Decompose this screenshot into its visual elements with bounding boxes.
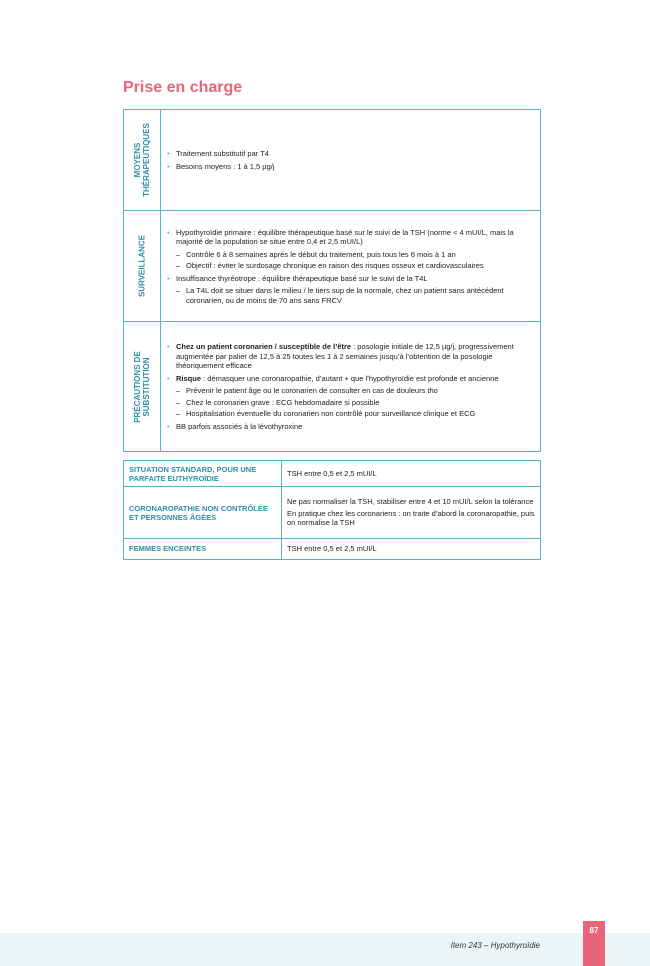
situation-label: SITUATION STANDARD, POUR UNE PARFAITE EUTHYROÏDIE — [124, 461, 282, 487]
situation-value: TSH entre 0,5 et 2,5 mUI/L — [282, 539, 541, 560]
page-number: 87 — [583, 921, 605, 966]
table-row — [124, 211, 541, 322]
list-item: • Risque : démasquer une coronaropathie, d’autant + que l’hypothyroïdie est profonde et ancienne — [166, 374, 537, 384]
table-row — [124, 539, 541, 560]
situation-label: FEMMES ENCEINTES — [124, 539, 282, 560]
page-footer — [0, 933, 650, 966]
row-label: SURVEILLANCE — [137, 234, 147, 298]
sub-list-item: – Chez le coronarien grave : ECG hebdomadaire si possible — [166, 398, 537, 408]
sub-list-item: – Contrôle 6 à 8 semaines après le début du traitement, puis tous les 6 mois à 1 an — [166, 250, 537, 260]
row-label-cell — [124, 322, 161, 452]
sub-list-item: – Objectif : éviter le surdosage chronique en raison des risques osseux et cardiovasculaires — [166, 261, 537, 271]
sub-list-item: – Prévenir le patient âge ou le coronarien de consulter en cas de douleurs tho — [166, 386, 537, 396]
sub-list-item: – La T4L doit se situer dans le milieu / le tiers sup de la normale, chez un patient sans antécédent coronarien, ou de moins de 70 ans sans FRCV — [166, 286, 537, 305]
row-label-cell — [124, 211, 161, 322]
sub-list-item: – Hospitalisation éventuelle du coronarien non contrôlé pour surveillance clinique et ECG — [166, 409, 537, 419]
row-content — [161, 322, 541, 452]
list-item: • Traitement substitutif par T4 — [166, 149, 537, 159]
row-label: PRÉCAUTIONS DE SUBSTITUTION — [133, 350, 151, 423]
situation-value: TSH entre 0,5 et 2,5 mUI/L — [282, 461, 541, 487]
page-title: Prise en charge — [123, 79, 243, 96]
table-row — [124, 461, 541, 487]
situations-table — [123, 460, 541, 560]
row-label: MOYENS THÉRAPEUTIQUES — [133, 123, 151, 197]
situation-label: CORONAROPATHIE NON CONTRÔLÉE ET PERSONNES ÂGÉES — [124, 487, 282, 539]
row-label-cell — [124, 110, 161, 211]
management-table — [123, 109, 541, 452]
table-row — [124, 487, 541, 539]
list-item: • Chez un patient coronarien / susceptible de l’être : posologie initiale de 12,5 µg/j, progressivement augmentée par palier de 12,5 à 25 toutes les 1 à 2 semaines jusqu’à l’obtention de la posologie théoriquement efficace — [166, 342, 537, 371]
list-item: • BB parfois associés à la lévothyroxine — [166, 422, 537, 432]
row-content — [161, 211, 541, 322]
list-item: • Hypothyroïdie primaire : équilibre thérapeutique basé sur le suivi de la TSH (norme < 4 mUI/L, mais la majorité de la population se situe entre 0,4 et 2,5 mUI/L) — [166, 228, 537, 247]
table-row — [124, 322, 541, 452]
list-item: • Insuffisance thyréotrope : équilibre thérapeutique basé sur le suivi de la T4L — [166, 274, 537, 284]
row-content — [161, 110, 541, 211]
situation-value: Ne pas normaliser la TSH, stabiliser entre 4 et 10 mUI/L selon la tolérance En pratique chez les coronariens : on traite d’abord la coronaropathie, puis on normalise la TSH — [282, 487, 541, 539]
list-item: • Besoins moyens : 1 à 1,5 µg/j — [166, 162, 537, 172]
footer-text: Item 243 – Hypothyroïdie — [450, 941, 540, 950]
table-row — [124, 110, 541, 211]
